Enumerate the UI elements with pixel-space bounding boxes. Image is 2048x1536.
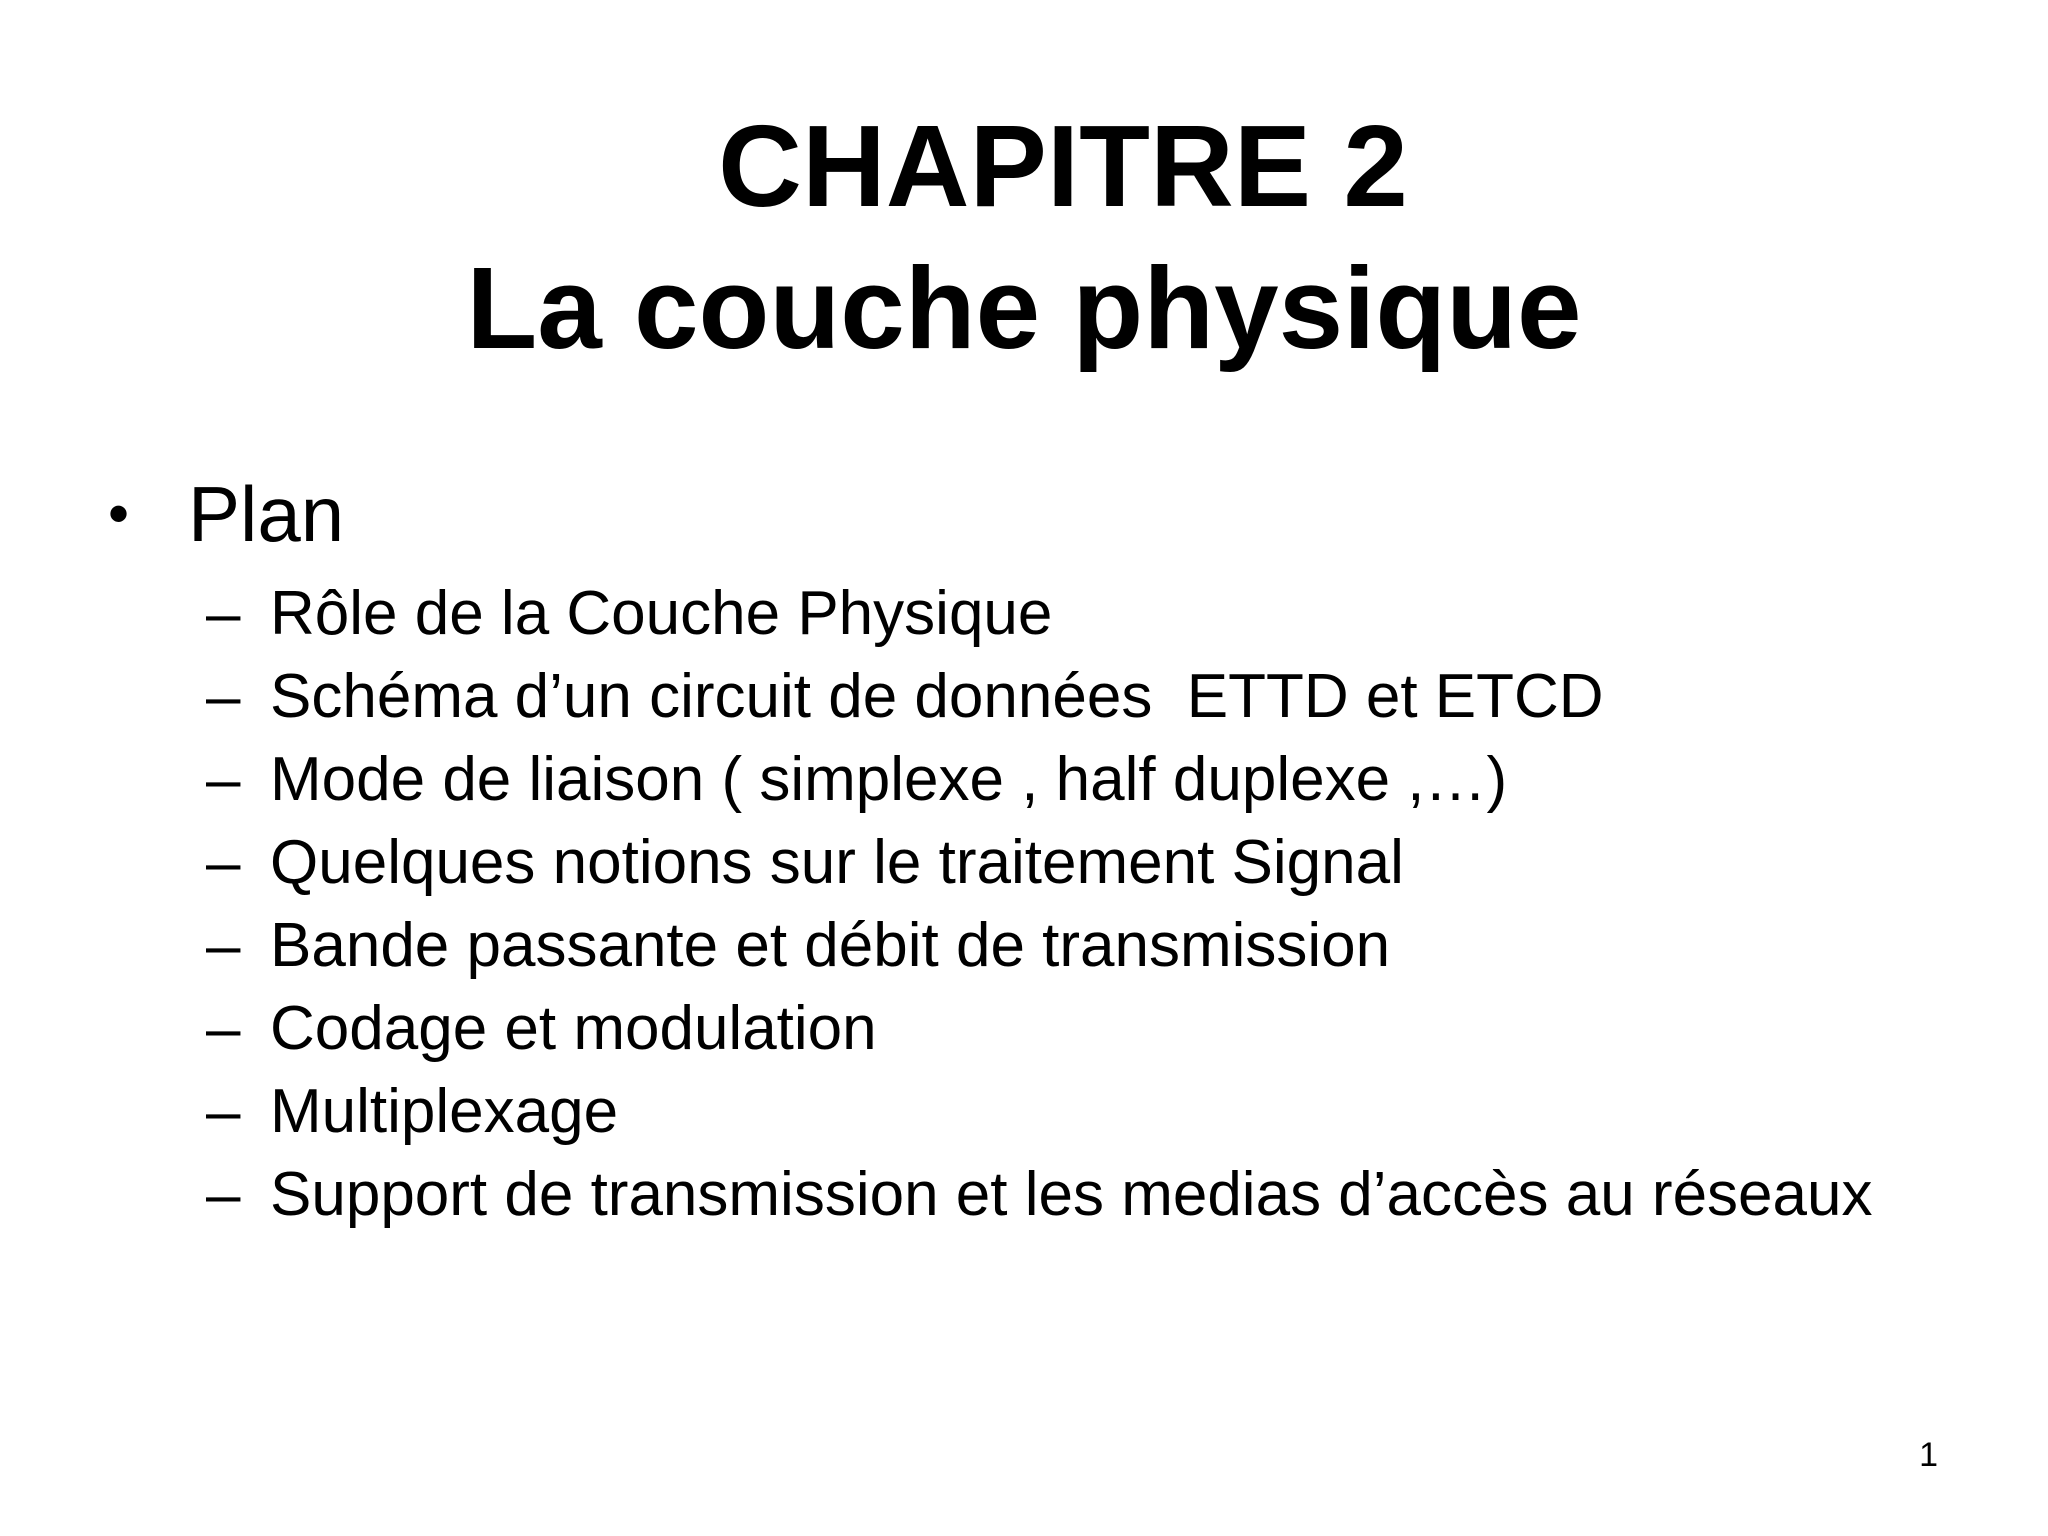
dash-icon: – bbox=[206, 911, 241, 980]
list-item bbox=[206, 987, 1906, 1070]
dash-icon: – bbox=[206, 579, 241, 648]
dash-icon: – bbox=[206, 994, 241, 1063]
plan-list bbox=[206, 572, 1906, 1227]
list-item bbox=[206, 655, 1906, 738]
list-item bbox=[206, 904, 1906, 987]
dash-icon: – bbox=[206, 828, 241, 897]
list-item bbox=[206, 738, 1906, 821]
slide-title-topic: La couche physique bbox=[466, 243, 1582, 373]
bullet-plan bbox=[108, 470, 345, 558]
list-item bbox=[206, 821, 1906, 904]
list-item-text: Rôle de la Couche Physique bbox=[270, 579, 1053, 648]
dash-icon: – bbox=[206, 745, 241, 814]
list-item bbox=[206, 1070, 1906, 1153]
dash-icon: – bbox=[206, 1077, 241, 1146]
list-item bbox=[206, 1153, 1906, 1227]
slide-title-chapter: CHAPITRE 2 bbox=[718, 101, 1408, 231]
list-item-text: Quelques notions sur le traitement Signal bbox=[270, 828, 1404, 897]
list-item-text: Bande passante et débit de transmission bbox=[270, 911, 1391, 980]
bullet-icon: • bbox=[108, 480, 130, 547]
list-item-text: Schéma d’un circuit de données ETTD et ETCD bbox=[270, 662, 1604, 731]
list-item-text: Codage et modulation bbox=[270, 994, 877, 1063]
dash-icon: – bbox=[206, 662, 241, 731]
page-number: 1 bbox=[1919, 1436, 1938, 1474]
list-item-text: Multiplexage bbox=[270, 1077, 619, 1146]
dash-icon: – bbox=[206, 1160, 241, 1229]
bullet-label: Plan bbox=[188, 470, 345, 558]
list-item bbox=[206, 572, 1906, 655]
list-item-text: Mode de liaison ( simplexe , half duplexe ,…) bbox=[270, 745, 1508, 814]
list-item-text: Support de transmission et les medias d’accès au réseaux bbox=[270, 1160, 1873, 1229]
